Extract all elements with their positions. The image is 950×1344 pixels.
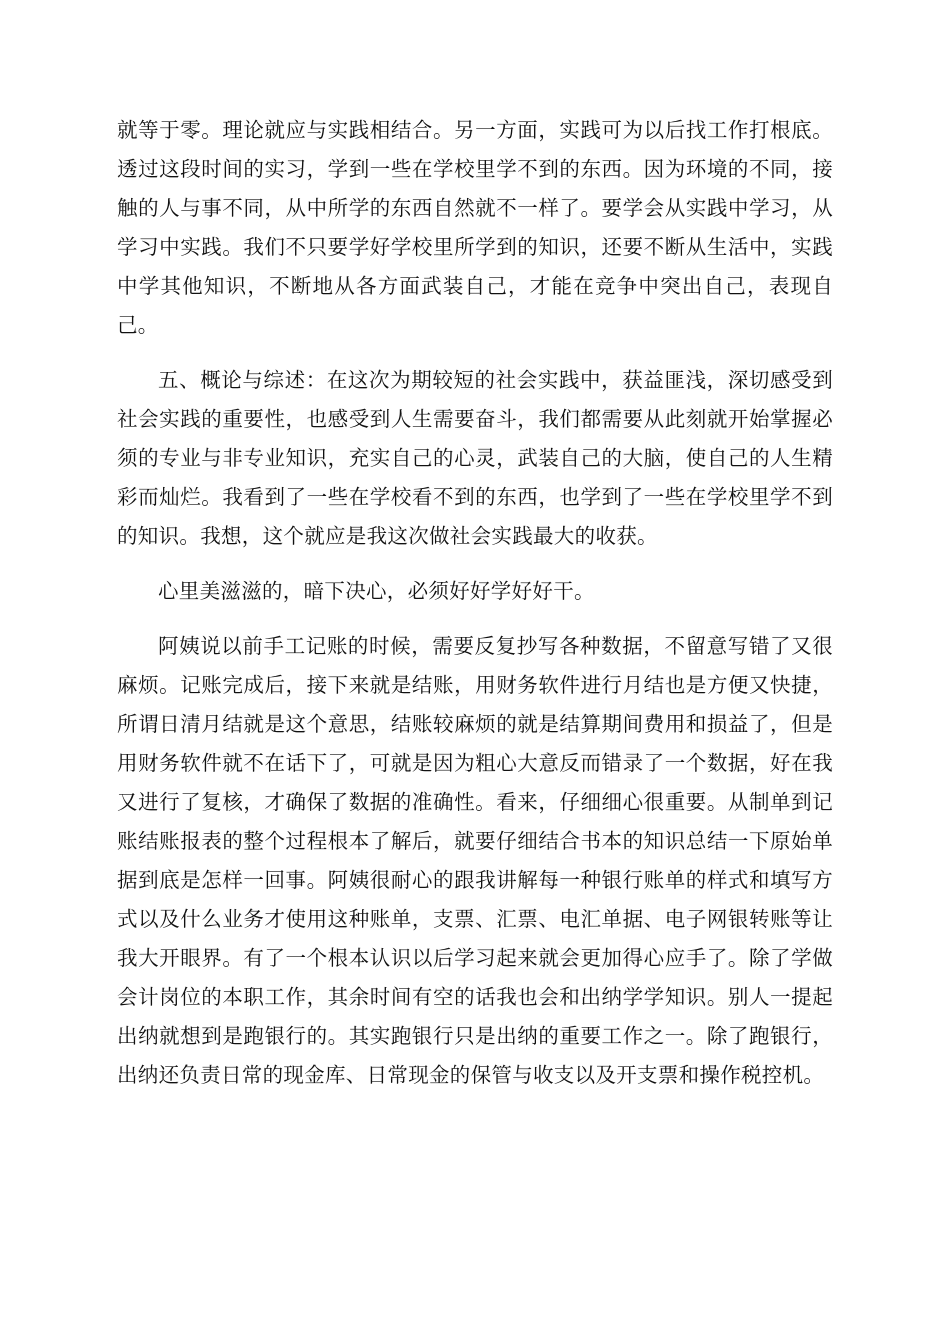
- paragraph-summary: 五、概论与综述：在这次为期较短的社会实践中，获益匪浅，深切感受到社会实践的重要性，也感受到人生需要奋斗，我们都需要从此刻就开始掌握必须的专业与非专业知识，充实自己的心灵，武装自己的大脑，使自己的人生精彩而灿烂。我看到了一些在学校看不到的东西，也学到了一些在学校里学不到的知识。我想，这个就应是我这次做社会实践最大的收获。: [117, 368, 833, 548]
- paragraph-continuation: 就等于零。理论就应与实践相结合。另一方面，实践可为以后找工作打根底。透过这段时间的实习，学到一些在学校里学不到的东西。因为环境的不同，接触的人与事不同，从中所学的东西自然就不一样了。要学会从实践中学习，从学习中实践。我们不只要学好学校里所学到的知识，还要不断从生活中，实践中学其他知识，不断地从各方面武装自己，才能在竞争中突出自己，表现自己。: [117, 118, 833, 337]
- paragraph-resolve: 心里美滋滋的，暗下决心，必须好好学好好干。: [158, 579, 595, 603]
- paragraph-bookkeeping: 阿姨说以前手工记账的时候，需要反复抄写各种数据，不留意写错了又很麻烦。记账完成后，接下来就是结账，用财务软件进行月结也是方便又快捷，所谓日清月结就是这个意思，结账较麻烦的就是结算期间费用和损益了，但是用财务软件就不在话下了，可就是因为粗心大意反而错录了一个数据，好在我又进行了复核，才确保了数据的准确性。看来，仔细细心很重要。从制单到记账结账报表的整个过程根本了解后，就要仔细结合书本的知识总结一下原始单据到底是怎样一回事。阿姨很耐心的跟我讲解每一种银行账单的样式和填写方式以及什么业务才使用这种账单，支票、汇票、电汇单据、电子网银转账等让我大开眼界。有了一个根本认识以后学习起来就会更加得心应手了。除了学做会计岗位的本职工作，其余时间有空的话我也会和出纳学学知识。别人一提起出纳就想到是跑银行的。其实跑银行只是出纳的重要工作之一。除了跑银行，出纳还负责日常的现金库、日常现金的保管与收支以及开支票和操作税控机。: [117, 634, 833, 1087]
- document-body: [117, 111, 833, 1095]
